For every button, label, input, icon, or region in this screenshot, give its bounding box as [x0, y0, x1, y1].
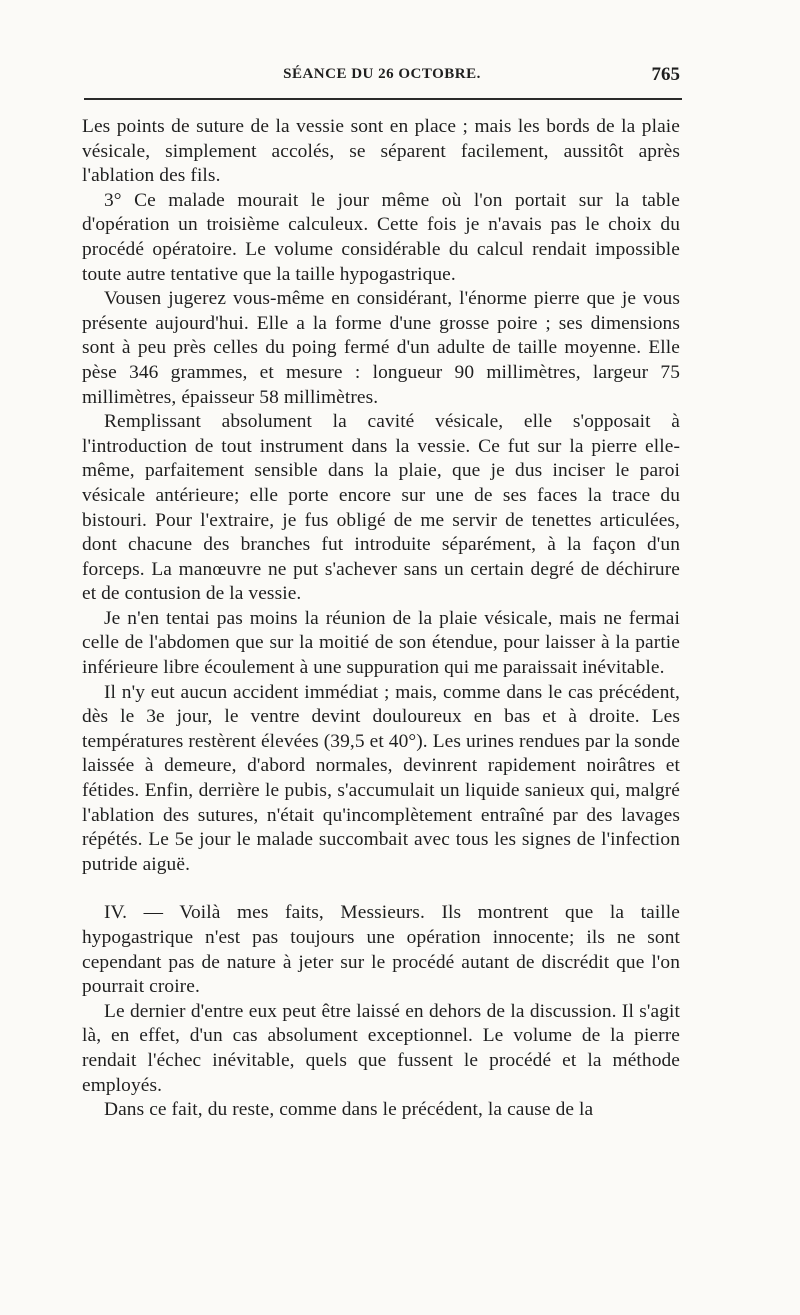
paragraph-third-case: 3° Ce malade mourait le jour même où l'on portait sur la table d'opération un troisième calculeux. Cette fois je n'avais pas le choix du procédé opératoire. Le volume considérable du calcul rendait impossible toute autre tentative que la taille hypogastrique.	[82, 189, 680, 285]
page-number: 765	[651, 64, 680, 85]
paragraph-section-iv: IV. — Voilà mes faits, Messieurs. Ils montrent que la taille hypogastrique n'est pas toujours une opération innocente; ils ne sont cependant pas de nature à jeter sur le procédé autant de discrédit que l'on pourrait croire.	[82, 902, 680, 998]
paragraph-stone-description: Vousen jugerez vous-même en considérant, l'énorme pierre que je vous présente aujourd'hui. Elle a la forme d'une grosse poire ; ses dimensions sont à peu près celles du poing fermé d'un adulte de taille moyenne. Elle pèse 346 grammes, et mesure : longueur 90 millimètres, largeur 75 millimètres, épaisseur 58 millimètres.	[82, 288, 680, 408]
book-page	[82, 60, 682, 1121]
header-rule	[84, 98, 682, 100]
paragraph-continuation: Dans ce fait, du reste, comme dans le précédent, la cause de la	[104, 1099, 594, 1121]
paragraph-outcome: Il n'y eut aucun accident immédiat ; mais, comme dans le cas précédent, dès le 3e jour, le ventre devint douloureux en bas et à droite. Les températures restèrent élevées (39,5 et 40°). Les urines rendues par la sonde laissée à demeure, d'abord normales, devinrent rapidement noirâtres et fétides. Enfin, derrière le pubis, s'accumulait un liquide sanieux qui, malgré l'ablation des sutures, n'était qu'incomplètement entraîné par des lavages répétés. Le 5e jour le malade succombait avec tous les signes de l'infection putride aiguë.	[82, 681, 680, 875]
running-title: SÉANCE DU 26 OCTOBRE.	[283, 66, 481, 82]
paragraph-suture: Les points de suture de la vessie sont en place ; mais les bords de la plaie vésicale, simplement accolés, se séparent facilement, aussitôt après l'ablation des fils.	[82, 116, 680, 187]
paragraph-extraction: Remplissant absolument la cavité vésicale, elle s'opposait à l'introduction de tout instrument dans la vessie. Ce fut sur la pierre elle-même, parfaitement sensible dans la plaie, que je dus inciser le paroi vésicale antérieure; elle porte encore sur une de ses faces la trace du bistouri. Pour l'extraire, je fus obligé de me servir de tenettes articulées, dont chacune des branches fut introduite séparément, à la façon d'un forceps. La manœuvre ne put s'achever sans un certain degré de déchirure et de contusion de la vessie.	[82, 411, 680, 605]
paragraph-last-case: Le dernier d'entre eux peut être laissé en dehors de la discussion. Il s'agit là, en effet, d'un cas absolument exceptionnel. Le volume de la pierre rendait l'échec inévitable, quels que fussent le procédé et la méthode employés.	[82, 1000, 680, 1096]
page-header	[82, 60, 682, 96]
paragraph-wound-closure: Je n'en tentai pas moins la réunion de la plaie vésicale, mais ne fermai celle de l'abdomen que sur la moitié de son étendue, pour laisser à la partie inférieure libre écoulement à une suppuration qui me paraissait inévitable.	[82, 607, 680, 679]
body-text	[82, 115, 680, 1123]
